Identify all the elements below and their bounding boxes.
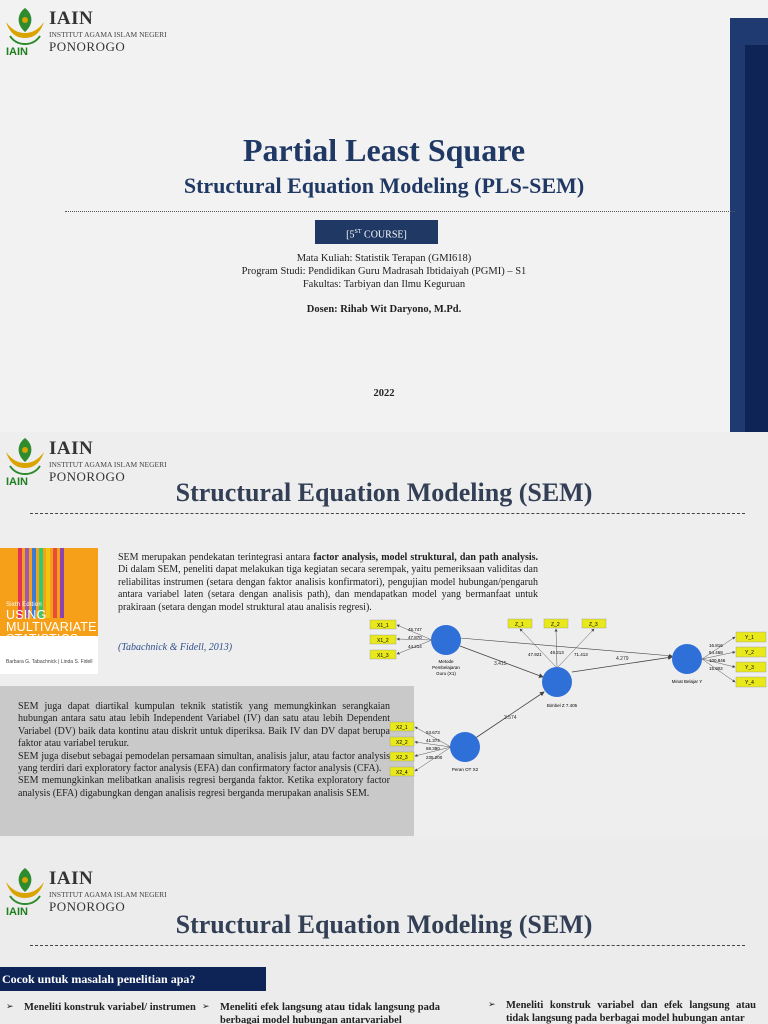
loading-label: 15.902 — [709, 666, 723, 671]
arrow-bullet-icon: ➢ — [202, 1002, 210, 1012]
paragraph-bold: factor analysis, model struktural, dan path analysis. — [313, 552, 538, 563]
divider — [30, 513, 745, 514]
section-title: Structural Equation Modeling (SEM) — [175, 478, 593, 507]
loading-label: 235.200 — [426, 755, 443, 760]
indicator-label: Z_2 — [551, 622, 560, 628]
bullet-item — [6, 1001, 206, 1014]
book-authors: Barbara G. Tabachnick | Linda S. Fidell — [6, 659, 93, 665]
citation: (Tabachnick & Fidell, 2013) — [118, 642, 233, 653]
loading-label: 54.468 — [709, 650, 723, 655]
bullet-text: Meneliti efek langsung atau tidak langsung pada berbagai model hubungan antarvariabel — [220, 1002, 440, 1024]
indicator-label: Z_3 — [589, 622, 598, 628]
lecturer: Dosen: Rihab Wit Daryono, M.Pd. — [306, 304, 462, 315]
definition-paragraph — [118, 552, 538, 614]
path-coef: 4.279 — [616, 656, 629, 662]
logo-wordmark: IAIN — [6, 46, 28, 58]
book-cover-image — [0, 548, 98, 674]
latent-label: Minat Belajar Y — [671, 679, 703, 684]
indicator-label: Y_2 — [745, 650, 754, 656]
loading-label: 16.816 — [709, 643, 723, 648]
course-info-line: Mata Kuliah: Statistik Terapan (GMI618) — [296, 253, 472, 264]
info-paragraph: SEM memungkinkan melibatkan analisis regresi berganda faktor. Ketika exploratory factor analysis (EFA) digabungkan dengan analisis regresi berganda merupakan analisis SEM. — [18, 775, 390, 799]
logo-wordmark: IAIN — [6, 476, 28, 488]
indicator-label: Z_1 — [515, 622, 524, 628]
loading-label: 68.390 — [426, 746, 440, 751]
loading-label: 41.374 — [426, 738, 440, 743]
course-rest: COURSE] — [361, 229, 407, 241]
arrow-bullet-icon: ➢ — [6, 1002, 14, 1012]
latent-label: Peran OT X2 — [451, 767, 479, 772]
book-title-line: USING — [6, 608, 47, 622]
slide-sem-usage — [0, 836, 768, 1024]
bullet-text: Meneliti konstruk variabel dan efek langsung atau tidak langsung pada berbagai model hubungan antar — [506, 1000, 756, 1024]
divider — [65, 211, 735, 212]
paragraph-text: SEM merupakan pendekatan terintegrasi antara — [118, 552, 314, 563]
course-info — [0, 252, 768, 291]
logo-institute: INSTITUT AGAMA ISLAM NEGERI — [49, 890, 167, 899]
indicator-label: X2_3 — [396, 755, 408, 761]
loading-label: 53.673 — [426, 730, 440, 735]
book-edition: Sixth Edition — [6, 602, 42, 608]
pls-sem-path-diagram — [364, 618, 768, 778]
latent-label: Bimbel Z 7.405 — [546, 703, 578, 708]
info-paragraph: SEM juga disebut sebagai pemodelan persamaan simultan, analisis jalur, atau factor analysis yang terdiri dari exploratory factor analysis (EFA) dan confirmatory factor analysis (CFA). — [18, 750, 390, 775]
course-info-line: Fakultas: Tarbiyan dan Ilmu Keguruan — [302, 279, 466, 290]
bullet-text: Meneliti konstruk variabel/ instrumen — [24, 1002, 196, 1013]
paragraph-text: Di dalam SEM, peneliti dapat melakukan tiga kegiatan secara serempak, yaitu pemeriksaan validitas dan reliabilitas instrumen (setara dengan faktor analisis konfirmatori), pengujian model hubungan/pengaruh antara variabel laten (setara dengan analisis path), dan mendapatkan model yang bermanfaat untuk prakiraan (setara dengan model struktural atau analisis regresi). — [118, 564, 538, 613]
info-box-text — [18, 701, 390, 800]
latent-label: Pembelajaran — [432, 665, 460, 670]
course-badge — [315, 220, 438, 244]
bullet-item — [202, 1001, 440, 1024]
logo-city: PONOROGO — [49, 469, 126, 484]
question-banner: Cocok untuk masalah penelitian apa? — [0, 967, 266, 991]
arrow-bullet-icon: ➢ — [488, 1000, 496, 1010]
loading-label: 49.213 — [550, 650, 564, 655]
path-coef: 3.574 — [504, 715, 517, 721]
path-coef: 3.415 — [494, 661, 507, 667]
iain-logo — [2, 4, 167, 62]
y-indicators — [702, 632, 766, 687]
loading-label: 47.921 — [528, 652, 542, 657]
course-label: [5 — [346, 229, 355, 241]
logo-institute: INSTITUT AGAMA ISLAM NEGERI — [49, 460, 167, 469]
loading-label: 47.870 — [408, 635, 422, 640]
indicator-label: Y_3 — [745, 665, 754, 671]
loading-label: 71.413 — [574, 652, 588, 657]
info-paragraph: SEM juga dapat diartikal kumpulan teknik statistik yang memungkinkan serangkaian hubungan antara satu atau lebih Independent Variabel (IV) dan satu atau lebih Dependent Variabel (DV) baik data kontinu atau diskrit untuk diperiksa. Baik IV dan DV dapat berupa faktor atau variabel terukur. — [18, 701, 390, 750]
section-title: Structural Equation Modeling (SEM) — [175, 910, 593, 939]
course-sup: ST — [354, 229, 362, 235]
logo-wordmark: IAIN — [6, 906, 28, 918]
indicator-label: X2_1 — [396, 725, 408, 731]
latent-label: Guru (X1) — [436, 671, 456, 676]
logo-name: IAIN — [49, 438, 94, 459]
year: 2022 — [373, 388, 395, 399]
slide-title-heading: Partial Least Square — [242, 132, 526, 168]
indicator-label: Y_4 — [745, 680, 754, 686]
indicator-label: Y_1 — [745, 635, 754, 641]
indicator-label: X2_4 — [396, 770, 408, 776]
latent-y — [672, 644, 702, 674]
book-title-line: MULTIVARIATE — [6, 620, 97, 634]
loading-label: 45.747 — [408, 627, 422, 632]
logo-city: PONOROGO — [49, 39, 126, 54]
logo-name: IAIN — [49, 868, 94, 889]
course-info-line: Program Studi: Pendidikan Guru Madrasah Ibtidaiyah (PGMI) – S1 — [241, 266, 527, 277]
decorative-bar-dark — [745, 45, 768, 432]
x2-indicators — [390, 722, 451, 776]
indicator-label: X1_3 — [377, 653, 389, 659]
latent-label: Metode — [438, 659, 454, 664]
slide-sem-definition — [0, 432, 768, 836]
indicator-label: X1_2 — [377, 638, 389, 644]
logo-name: IAIN — [49, 8, 94, 29]
latent-x1 — [431, 625, 461, 655]
latent-z — [542, 667, 572, 697]
indicator-label: X1_1 — [377, 623, 389, 629]
slide-title — [0, 0, 768, 432]
logo-city: PONOROGO — [49, 899, 126, 914]
path-x1-y — [460, 638, 672, 656]
loading-label: 44.214 — [408, 644, 422, 649]
x1-indicators — [370, 620, 432, 659]
loading-label: 100.846 — [709, 658, 726, 663]
logo-institute: INSTITUT AGAMA ISLAM NEGERI — [49, 30, 167, 39]
latent-x2 — [450, 732, 480, 762]
divider — [30, 945, 745, 946]
bullet-item — [488, 999, 756, 1024]
indicator-label: X2_2 — [396, 740, 408, 746]
slide-subtitle: Structural Equation Modeling (PLS-SEM) — [183, 173, 585, 198]
